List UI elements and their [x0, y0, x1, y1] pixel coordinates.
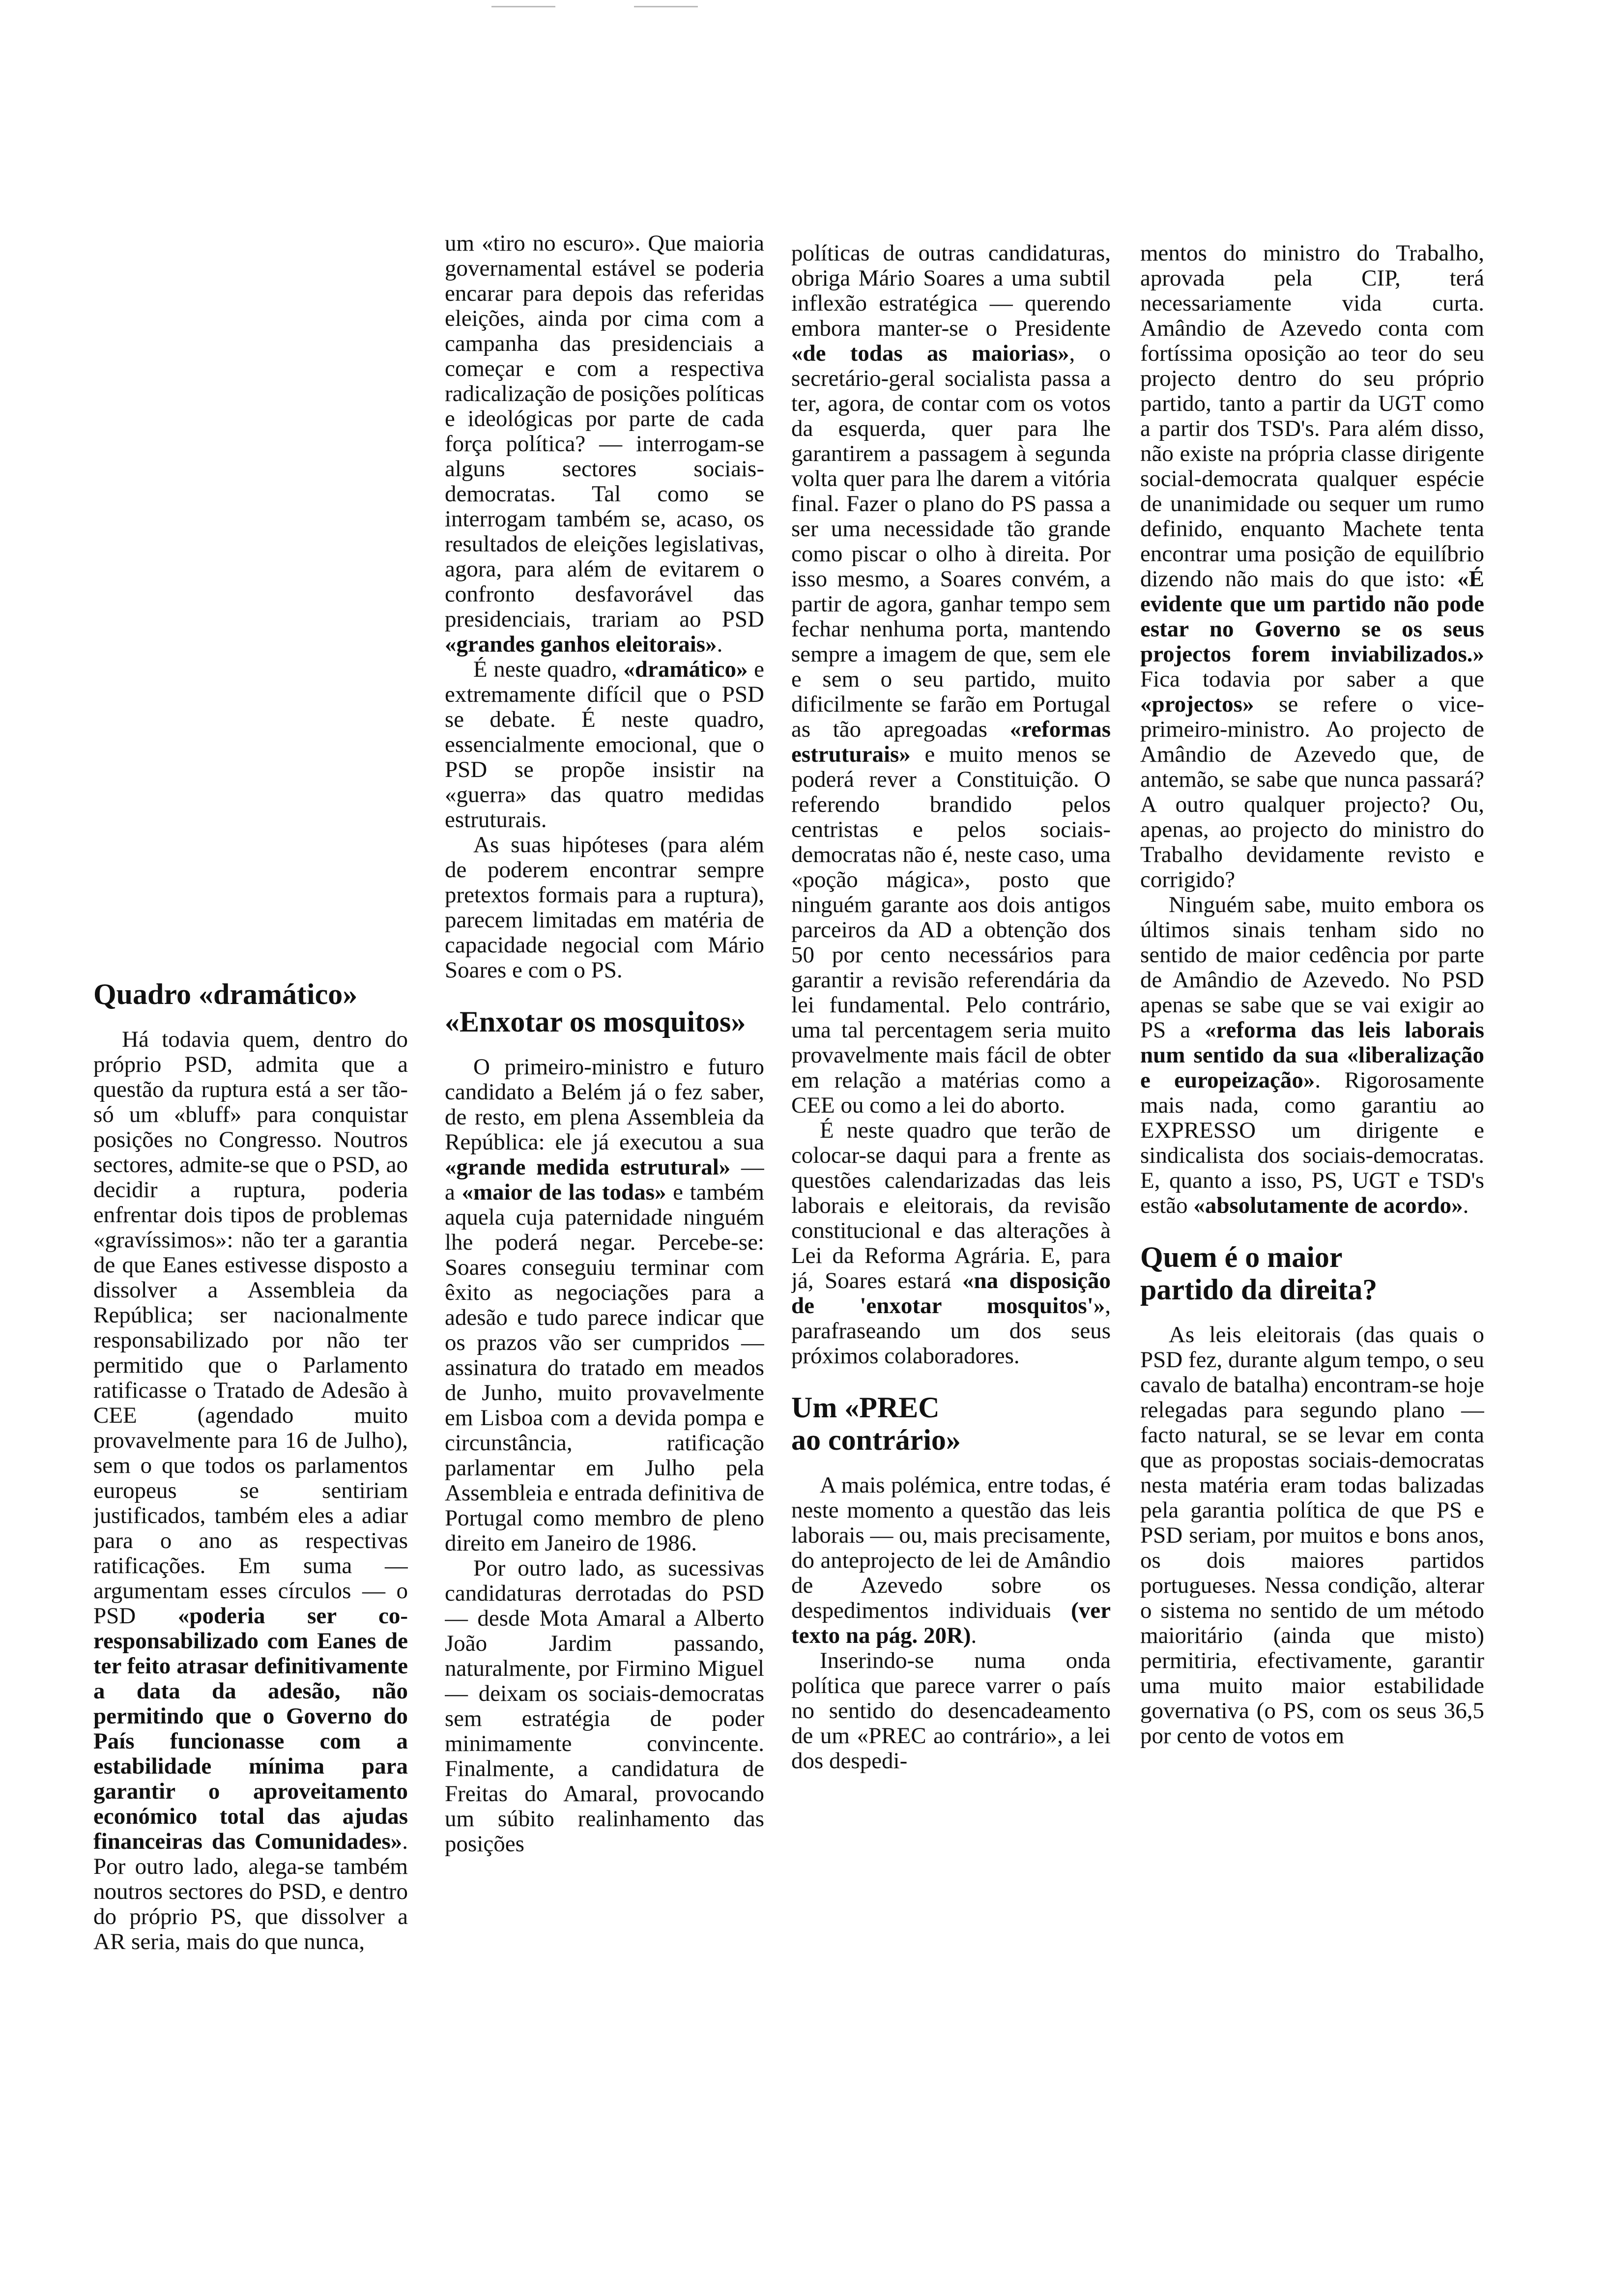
- paragraph-text: É neste quadro,: [473, 657, 624, 682]
- top-rule-right: [634, 6, 698, 7]
- paragraph-text: , parafraseando um dos seus próximos colaboradores.: [791, 1293, 1111, 1369]
- paragraph: [445, 657, 764, 832]
- subheading-line: Quem é o maior: [1140, 1241, 1343, 1273]
- subheading-line: Um «PREC: [791, 1391, 940, 1424]
- article-column-4: [1140, 241, 1484, 2113]
- paragraph-text: e extremamente difícil que o PSD se debate. É neste quadro, essencialmente emocional, que o PSD se propõe insistir na «guerra» das quatro medidas estruturais.: [445, 657, 764, 832]
- paragraph-bold-quote: «reformas estruturais»: [791, 717, 1111, 767]
- paragraph-bold-quote: «poderia ser co-responsabilizado com Eanes de ter feito atrasar definitivamente a data da adesão, não permitindo que o Governo do País funcionasse com a estabilidade mínima para garantir o aproveitamento económico total das ajudas financeiras das Comunidades»: [93, 1603, 408, 1854]
- subheading-maior-partido-direita: [1140, 1241, 1484, 1306]
- paragraph: [1140, 892, 1484, 1218]
- paragraph-bold-quote: «de todas as maiorias»: [791, 341, 1069, 366]
- paragraph-bold-quote: «na disposição de 'enxotar mosquitos'»: [791, 1268, 1111, 1319]
- paragraph: [445, 231, 764, 657]
- paragraph: [445, 1055, 764, 1556]
- subheading-line: partido da direita?: [1140, 1273, 1378, 1306]
- paragraph-text: É neste quadro que terão de colocar-se daqui para a frente as questões calendarizadas das leis laborais e eleitorais, da revisão constitucional e das alterações à Lei da Reforma Agrária. E, para já, Soares estará: [791, 1118, 1111, 1293]
- paragraph: [791, 1118, 1111, 1369]
- paragraph-text: Há todavia quem, dentro do próprio PSD, admita que a questão da ruptura está a ser tão-só um «bluff» para conquistar posições no Congresso. Noutros sectores, admite-se que o PSD, ao decidir a ruptura, poderia enfrentar dois tipos de problemas «gravíssimos»: não ter a garantia de que Eanes estivesse disposto a dissolver a Assembleia da República; ser nacionalmente responsabilizado por não ter permitido que o Parlamento ratificasse o Tratado de Adesão à CEE (agendado muito provavelmente para 16 de Julho), sem o que todos os parlamentos europeus se sentiriam justificados, também eles a adiar para o ano as respectivas ratificações. Em suma — argumentam esses círculos — o PSD: [93, 1027, 408, 1629]
- paragraph-text: — a: [445, 1154, 764, 1205]
- paragraph: As suas hipóteses (para além de poderem encontrar sempre pretextos formais para a ruptura), parecem limitadas em matéria de capacidade negocial com Mário Soares e com o PS.: [445, 832, 764, 983]
- paragraph-bold-quote: «projectos»: [1140, 691, 1254, 717]
- paragraph-text: A mais polémica, entre todas, é neste momento a questão das leis laborais — ou, mais precisamente, do anteprojecto de lei de Amândio de Azevedo sobre os despedimentos individuais: [791, 1472, 1111, 1623]
- article-column-1: [93, 978, 408, 2113]
- paragraph: [791, 241, 1111, 1118]
- paragraph-text: políticas de outras candidaturas, obriga Mário Soares a uma subtil inflexão estratégica — querendo embora manter-se o Presidente: [791, 241, 1111, 341]
- paragraph-text: mentos do ministro do Trabalho, aprovada pela CIP, terá necessariamente vida curta. Amândio de Azevedo conta com fortíssima oposição ao teor do seu projecto dentro do seu próprio partido, tanto a partir da UGT como a partir dos TSD's. Para além disso, não existe na própria classe dirigente social-democrata qualquer espécie de unanimidade ou sequer um rumo definido, enquanto Machete tenta encontrar uma posição de equilíbrio dizendo não mais do que isto:: [1140, 241, 1484, 592]
- subheading-enxotar-mosquitos: «Enxotar os mosquitos»: [445, 1005, 746, 1038]
- paragraph: [791, 1473, 1111, 1648]
- paragraph-bold-quote: «dramático»: [623, 657, 748, 682]
- paragraph-text: e também aquela cuja paternidade ninguém lhe poderá negar. Percebe-se: Soares conseguiu terminar com êxito as negociações para a adesão e tudo parece indicar que os prazos vão ser cumpridos — assinatura do tratado em meados de Junho, muito provavelmente em Lisboa com a devida pompa e circunstância, ratificação parlamentar em Julho pela Assembleia e entrada definitiva de Portugal como membro de pleno direito em Janeiro de 1986.: [445, 1179, 764, 1556]
- paragraph: [93, 1027, 408, 1954]
- paragraph-text: . Rigorosamente mais nada, como garantiu ao EXPRESSO um dirigente e sindicalista dos sociais-democratas. E, quanto a isso, PS, UGT e TSD's estão: [1140, 1067, 1484, 1218]
- subheading-quadro-dramatico: Quadro «dramático»: [93, 978, 358, 1010]
- paragraph-text: .: [971, 1623, 977, 1648]
- subheading-prec-ao-contrario: [791, 1391, 1111, 1456]
- paragraph-text: um «tiro no escuro». Que maioria governamental estável se poderia encarar para depois das referidas eleições, ainda por cima com a campanha das presidenciais a começar e com a respectiva radicalização de posições políticas e ideológicas por parte de cada força política? — interrogam-se alguns sectores sociais-democratas. Tal como se interrogam também se, acaso, os resultados de eleições legislativas, agora, para além de evitarem o confronto desfavorável das presidenciais, trariam ao PSD: [445, 231, 764, 632]
- paragraph-text: O primeiro-ministro e futuro candidato a Belém já o fez saber, de resto, em plena Assembleia da República: ele já executou a sua: [445, 1054, 764, 1155]
- article-column-3: [791, 241, 1111, 2113]
- subheading-line: ao contrário»: [791, 1424, 961, 1456]
- paragraph-text: .: [1463, 1193, 1469, 1218]
- article-column-2: [445, 231, 764, 2113]
- paragraph-text: se refere o vice-primeiro-ministro. Ao projecto de Amândio de Azevedo que, de antemão, se sabe que nunca passará? A outro qualquer projecto? Ou, apenas, ao projecto do ministro do Trabalho devidamente revisto e corrigido?: [1140, 691, 1484, 892]
- paragraph: Inserindo-se numa onda política que parece varrer o país no sentido do desencadeamento de um «PREC ao contrário», a lei dos despedi-: [791, 1648, 1111, 1774]
- paragraph-bold-quote: «É evidente que um partido não pode estar no Governo se os seus projectos forem inviabilizados.»: [1140, 566, 1484, 667]
- paragraph-bold-reference: (ver texto na pág. 20R): [791, 1598, 1111, 1648]
- paragraph: Por outro lado, as sucessivas candidaturas derrotadas do PSD — desde Mota Amaral a Alberto João Jardim passando, naturalmente, por Firmino Miguel — deixam os sociais-democratas sem estratégia de poder minimamente convincente. Finalmente, a candidatura de Freitas do Amaral, provocando um súbito realinhamento das posições: [445, 1555, 764, 1857]
- paragraph-bold-quote: «maior de las todas»: [461, 1179, 666, 1205]
- paragraph-bold-quote: «reforma das leis laborais num sentido da sua «liberalização e europeização»: [1140, 1017, 1484, 1093]
- paragraph-text: e muito menos se poderá rever a Constituição. O referendo brandido pelos centristas e pelos sociais-democratas não é, neste caso, uma «poção mágica», posto que ninguém garante aos dois antigos parceiros da AD a obtenção dos 50 por cento necessários para garantir a revisão referendária da lei fundamental. Pelo contrário, uma tal percentagem seria muito provavelmente mais fácil de obter em relação a matérias como a CEE ou como a lei do aborto.: [791, 742, 1111, 1118]
- paragraph-bold-quote: «grandes ganhos eleitorais»: [445, 631, 717, 657]
- paragraph-text: Fica todavia por saber a que: [1140, 666, 1484, 692]
- paragraph-text: . Por outro lado, alega-se também noutros sectores do PSD, e dentro do próprio PS, que dissolver a AR seria, mais do que nunca,: [93, 1829, 408, 1954]
- paragraph-bold-quote: «absolutamente de acordo»: [1193, 1193, 1463, 1218]
- paragraph-text: .: [717, 631, 723, 657]
- paragraph: [1140, 241, 1484, 892]
- top-rule-left: [491, 6, 555, 7]
- paragraph-text: , o secretário-geral socialista passa a ter, agora, de contar com os votos da esquerda, quer para lhe garantirem a passagem à segunda volta quer para lhe darem a vitória final. Fazer o plano do PS passa a ser uma necessidade tão grande como piscar o olho à direita. Por isso mesmo, a Soares convém, a partir de agora, ganhar tempo sem fechar nenhuma porta, mantendo sempre a imagem de que, sem ele e sem o seu partido, muito dificilmente se farão em Portugal as tão apregoadas: [791, 341, 1111, 742]
- paragraph-bold-quote: «grande medida estrutural»: [445, 1154, 731, 1180]
- paragraph: As leis eleitorais (das quais o PSD fez, durante algum tempo, o seu cavalo de batalha) encontram-se hoje relegadas para segundo plano — facto natural, se se levar em conta que as propostas sociais-democratas nesta matéria eram todas balizadas pela garantia política de que PS e PSD seriam, por muitos e bons anos, os dois maiores partidos portugueses. Nessa condição, alterar o sistema no sentido de um método maioritário (ainda que misto) permitiria, efectivamente, garantir uma muito maior estabilidade governativa (o PS, com os seus 36,5 por cento de votos em: [1140, 1322, 1484, 1749]
- paragraph-text: Ninguém sabe, muito embora os últimos sinais tenham sido no sentido de maior cedência por parte de Amândio de Azevedo. No PSD apenas se sabe que se vai exigir ao PS a: [1140, 892, 1484, 1043]
